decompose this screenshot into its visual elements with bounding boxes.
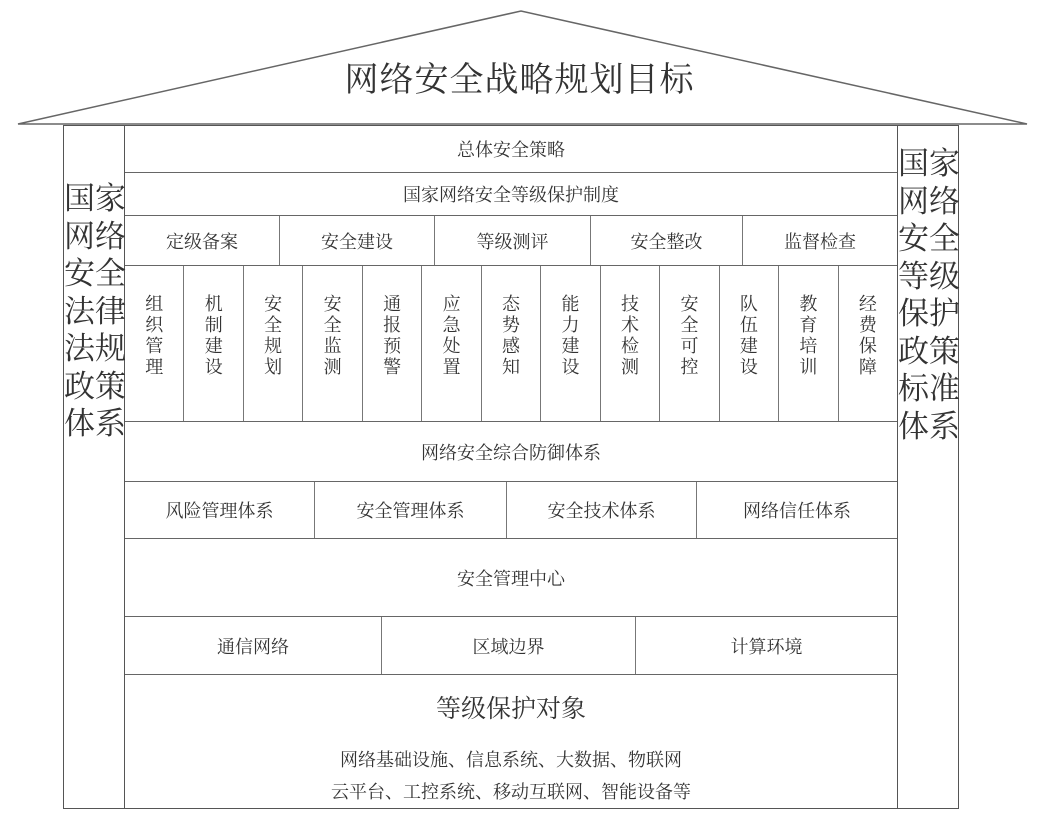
measure-cell xyxy=(601,266,660,421)
measure-label: 队伍建设 xyxy=(739,294,758,378)
right-pillar xyxy=(897,125,959,809)
right-pillar-label: 国家网络安全等级保护政策标准体系 xyxy=(898,146,960,445)
measure-label: 应急处置 xyxy=(442,294,461,378)
defense-row xyxy=(125,422,897,482)
system-cell: 安全技术体系 xyxy=(507,482,697,538)
phase-cell: 安全建设 xyxy=(280,216,435,265)
measure-cell xyxy=(720,266,779,421)
phase-cell: 安全整改 xyxy=(591,216,743,265)
measure-cell xyxy=(422,266,481,421)
measure-label: 教育培训 xyxy=(799,294,818,378)
infra-cell: 通信网络 xyxy=(125,617,382,674)
roof-title: 网络安全战略规划目标 xyxy=(344,60,695,100)
management-center-cell: 安全管理中心 xyxy=(457,568,565,590)
system-cell: 风险管理体系 xyxy=(125,482,315,538)
system-cell: 安全管理体系 xyxy=(315,482,507,538)
phases-row xyxy=(125,216,897,266)
infrastructure-row xyxy=(125,617,897,675)
measure-label: 安全监测 xyxy=(323,294,342,378)
strategy-cell: 总体安全策略 xyxy=(457,140,565,161)
measure-label: 技术检测 xyxy=(620,294,639,378)
measure-cell xyxy=(363,266,422,421)
measure-cell xyxy=(482,266,541,421)
protected-objects-section xyxy=(125,675,897,810)
protection-system-row xyxy=(125,173,897,216)
protected-objects-line-1: 网络基础设施、信息系统、大数据、物联网 xyxy=(340,750,682,771)
infra-cell: 计算环境 xyxy=(730,636,803,658)
phase-cell: 等级测评 xyxy=(435,216,591,265)
left-pillar xyxy=(63,125,125,809)
strategy-row xyxy=(125,126,897,173)
measure-label: 安全可控 xyxy=(680,294,699,378)
left-pillar-label: 国家网络安全法律法规政策体系 xyxy=(64,181,126,442)
main-structure xyxy=(125,125,897,809)
measure-cell xyxy=(779,266,838,421)
management-center-row xyxy=(125,539,897,617)
measure-label: 组织管理 xyxy=(145,294,164,378)
measure-cell xyxy=(244,266,303,421)
measure-label: 通报预警 xyxy=(383,294,402,378)
measure-cell xyxy=(184,266,243,421)
measure-cell xyxy=(541,266,600,421)
infra-cell: 区域边界 xyxy=(382,617,636,674)
measure-cell xyxy=(125,266,184,421)
protection-system-cell: 国家网络安全等级保护制度 xyxy=(403,185,619,206)
measure-label: 机制建设 xyxy=(204,294,223,378)
measure-label: 态势感知 xyxy=(502,294,521,378)
measure-cell xyxy=(303,266,362,421)
measure-label: 安全规划 xyxy=(264,294,283,378)
measure-label: 经费保障 xyxy=(858,294,877,378)
defense-cell: 网络安全综合防御体系 xyxy=(421,442,601,464)
systems-row xyxy=(125,482,897,539)
measure-cell xyxy=(839,266,897,421)
phase-cell: 监督检查 xyxy=(784,231,856,253)
system-cell: 网络信任体系 xyxy=(743,501,851,522)
phase-cell: 定级备案 xyxy=(125,216,280,265)
protected-objects-line-2: 云平台、工控系统、移动互联网、智能设备等 xyxy=(331,782,691,803)
measures-row xyxy=(125,266,897,422)
measure-cell xyxy=(660,266,719,421)
measure-label: 能力建设 xyxy=(561,294,580,378)
protected-objects-title: 等级保护对象 xyxy=(435,694,586,723)
